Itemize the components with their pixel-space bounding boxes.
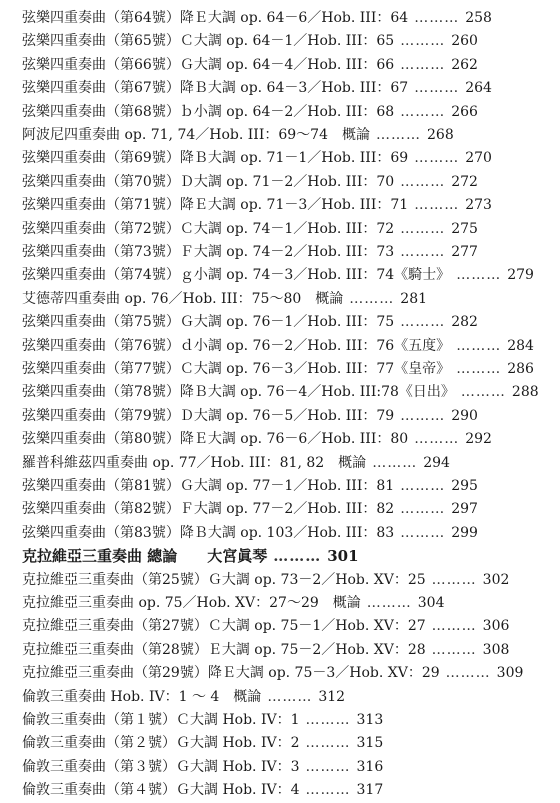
- page-number: 277: [451, 244, 478, 260]
- page-number: 312: [318, 688, 346, 705]
- entry-title: 弦樂四重奏曲（第82號）Ｆ大調 op. 77－2／Hob. III：82: [22, 501, 395, 518]
- page-number: 282: [451, 314, 478, 331]
- leader-dots: ………: [456, 337, 502, 354]
- leader-dots: ………: [400, 173, 446, 190]
- entry-title: 弦樂四重奏曲（第75號）Ｇ大調 op. 76－1／Hob. III：75: [22, 314, 395, 331]
- toc-entry: [22, 265, 534, 285]
- leader-dots: ………: [366, 595, 412, 611]
- page-number: 290: [451, 407, 478, 424]
- leader-dots: ………: [400, 56, 446, 73]
- toc-entry: [22, 148, 492, 168]
- toc-entry: [22, 570, 509, 590]
- leader-dots: ………: [400, 478, 446, 494]
- toc-entry: [22, 476, 478, 496]
- page-number: 284: [507, 337, 534, 354]
- entry-title: 克拉維亞三重奏曲（第29號）降Ｅ大調 op. 75－3／Hob. XV：29: [22, 665, 440, 682]
- leader-dots: ………: [372, 454, 418, 471]
- entry-title: 弦樂四重奏曲（第64號）降Ｅ大調 op. 64－6／Hob. III：64: [22, 10, 409, 26]
- leader-dots: ………: [400, 524, 446, 541]
- leader-dots: ………: [267, 688, 313, 705]
- toc-entry: [22, 382, 539, 402]
- page-number: 309: [496, 665, 524, 682]
- entry-title: 克拉維亞三重奏曲 總論 大宮眞琴: [22, 547, 268, 566]
- toc-entry: [22, 8, 492, 28]
- toc-entry: [22, 242, 478, 262]
- page-number: 294: [423, 454, 450, 471]
- entry-title: 艾德蒂四重奏曲 op. 76／Hob. III：75～80 概論: [22, 290, 344, 307]
- entry-title: 弦樂四重奏曲（第69號）降Ｂ大調 op. 71－1／Hob. III：69: [22, 150, 409, 167]
- page-number: 304: [417, 595, 445, 611]
- toc-entry: [22, 640, 509, 660]
- leader-dots: ………: [400, 220, 446, 237]
- page-number: 316: [356, 758, 384, 775]
- entry-title: 弦樂四重奏曲（第77號）Ｃ大調 op. 76－3／Hob. III：77《皇帝》: [22, 361, 451, 377]
- leader-dots: ………: [414, 150, 460, 167]
- page-number: 258: [465, 10, 492, 26]
- page-number: 308: [482, 641, 510, 658]
- page-number: 281: [400, 290, 428, 307]
- toc-entry: [22, 616, 509, 636]
- entry-title: 倫敦三重奏曲（第２號）Ｇ大調 Hob. IV：2: [22, 735, 300, 752]
- leader-dots: ………: [445, 665, 491, 682]
- entry-title: 弦樂四重奏曲（第81號）Ｇ大調 op. 77－1／Hob. III：81: [22, 478, 395, 494]
- toc-entry: [22, 733, 383, 753]
- leader-dots: ………: [400, 407, 446, 424]
- leader-dots: ………: [400, 314, 446, 331]
- toc-entry: [22, 593, 445, 613]
- entry-title: 弦樂四重奏曲（第67號）降Ｂ大調 op. 64－3／Hob. III：67: [22, 80, 409, 97]
- toc-entry: [22, 102, 478, 122]
- entry-title: 倫敦三重奏曲 Hob. IV：1 ～ 4 概論: [22, 688, 262, 705]
- toc-entry: [22, 336, 534, 356]
- entry-title: 弦樂四重奏曲（第73號）Ｆ大調 op. 74－2／Hob. III：73: [22, 244, 395, 260]
- leader-dots: ………: [273, 547, 322, 566]
- leader-dots: ………: [400, 244, 446, 260]
- leader-dots: ………: [305, 735, 351, 752]
- leader-dots: ………: [400, 33, 446, 50]
- toc-entry: [22, 125, 454, 145]
- page-number: 295: [451, 478, 478, 494]
- toc-entry: [22, 78, 492, 98]
- page-number: 306: [482, 618, 510, 635]
- toc-entry: [22, 219, 478, 239]
- entry-title: 克拉維亞三重奏曲（第27號）Ｃ大調 op. 75－1／Hob. XV：27: [22, 618, 426, 635]
- leader-dots: ………: [305, 782, 351, 799]
- entry-title: 克拉維亞三重奏曲（第28號）Ｅ大調 op. 75－2／Hob. XV：28: [22, 641, 426, 658]
- leader-dots: ………: [431, 618, 477, 635]
- leader-dots: ………: [400, 103, 446, 120]
- entry-title: 倫敦三重奏曲（第４號）Ｇ大調 Hob. IV：4: [22, 782, 300, 799]
- entry-title: 弦樂四重奏曲（第71號）降Ｅ大調 op. 71－3／Hob. III：71: [22, 197, 409, 214]
- entry-title: 弦樂四重奏曲（第68號）ｂ小調 op. 64－2／Hob. III：68: [22, 103, 395, 120]
- page-number: 266: [451, 103, 478, 120]
- toc-entry: [22, 710, 383, 730]
- leader-dots: ………: [305, 758, 351, 775]
- entry-title: 弦樂四重奏曲（第65號）Ｃ大調 op. 64－1／Hob. III：65: [22, 33, 395, 50]
- leader-dots: ………: [414, 80, 460, 97]
- entry-title: 弦樂四重奏曲（第76號）ｄ小調 op. 76－2／Hob. III：76《五度》: [22, 337, 451, 354]
- page-number: 286: [507, 361, 534, 377]
- entry-title: 羅普科維茲四重奏曲 op. 77／Hob. III：81, 82 概論: [22, 454, 367, 471]
- entry-title: 克拉維亞三重奏曲（第25號）Ｇ大調 op. 73－2／Hob. XV：25: [22, 571, 426, 588]
- toc-entry: [22, 499, 478, 519]
- toc-entry: [22, 523, 478, 543]
- page-number: 313: [356, 712, 384, 728]
- entry-title: 弦樂四重奏曲（第66號）Ｇ大調 op. 64－4／Hob. III：66: [22, 56, 395, 73]
- page-number: 279: [507, 267, 534, 284]
- entry-title: 弦樂四重奏曲（第74號）ｇ小調 op. 74－3／Hob. III：74《騎士》: [22, 267, 451, 284]
- toc-entry: [22, 195, 492, 215]
- page-number: 272: [451, 173, 478, 190]
- toc-entry: [22, 546, 359, 566]
- toc-entry: [22, 406, 478, 426]
- toc-entry: [22, 663, 523, 683]
- entry-title: 倫敦三重奏曲（第３號）Ｇ大調 Hob. IV：3: [22, 758, 300, 775]
- entry-title: 阿波尼四重奏曲 op. 71, 74／Hob. III：69～74 概論: [22, 127, 370, 143]
- toc-entry: [22, 55, 478, 75]
- page-number: 315: [356, 735, 384, 752]
- page-number: 302: [482, 571, 510, 588]
- page-number: 288: [511, 384, 539, 401]
- page-number: 275: [451, 220, 478, 237]
- entry-title: 弦樂四重奏曲（第79號）Ｄ大調 op. 76－5／Hob. III：79: [22, 407, 395, 424]
- leader-dots: ………: [414, 10, 460, 26]
- toc-entry: [22, 312, 478, 332]
- leader-dots: ………: [414, 431, 460, 448]
- leader-dots: ………: [376, 127, 421, 143]
- entry-title: 弦樂四重奏曲（第83號）降Ｂ大調 op. 103／Hob. III：83: [22, 524, 395, 541]
- page-number: 268: [427, 127, 454, 143]
- toc-entry: [22, 31, 478, 51]
- toc-entry: [22, 687, 345, 707]
- leader-dots: ………: [431, 571, 477, 588]
- leader-dots: ………: [456, 267, 502, 284]
- page-number: 317: [356, 782, 384, 799]
- leader-dots: ………: [431, 641, 477, 658]
- entry-title: 弦樂四重奏曲（第70號）Ｄ大調 op. 71－2／Hob. III：70: [22, 173, 395, 190]
- entry-title: 弦樂四重奏曲（第72號）Ｃ大調 op. 74－1／Hob. III：72: [22, 220, 395, 237]
- toc-entry: [22, 359, 534, 379]
- page-number: 264: [465, 80, 492, 97]
- page-number: 260: [451, 33, 478, 50]
- leader-dots: ………: [305, 712, 351, 728]
- entry-title: 弦樂四重奏曲（第78號）降Ｂ大調 op. 76－4／Hob. III:78《日出》: [22, 384, 455, 401]
- entry-title: 倫敦三重奏曲（第１號）Ｃ大調 Hob. IV：1: [22, 712, 300, 728]
- toc-entry: [22, 172, 478, 192]
- toc-entry: [22, 453, 450, 473]
- page-number: 299: [451, 524, 478, 541]
- page-number: 292: [465, 431, 492, 448]
- entry-title: 克拉維亞三重奏曲 op. 75／Hob. XV：27～29 概論: [22, 595, 361, 611]
- page-number: 273: [465, 197, 492, 214]
- page-number: 301: [327, 547, 359, 566]
- leader-dots: ………: [456, 361, 502, 377]
- toc-entry: [22, 289, 427, 309]
- leader-dots: ………: [349, 290, 395, 307]
- toc-entry: [22, 780, 383, 800]
- leader-dots: ………: [460, 384, 506, 401]
- leader-dots: ………: [400, 501, 446, 518]
- page-number: 297: [451, 501, 478, 518]
- leader-dots: ………: [414, 197, 460, 214]
- page-number: 270: [465, 150, 492, 167]
- page-number: 262: [451, 56, 478, 73]
- toc-entry: [22, 757, 383, 777]
- entry-title: 弦樂四重奏曲（第80號）降Ｅ大調 op. 76－6／Hob. III：80: [22, 431, 409, 448]
- toc-entry: [22, 429, 492, 449]
